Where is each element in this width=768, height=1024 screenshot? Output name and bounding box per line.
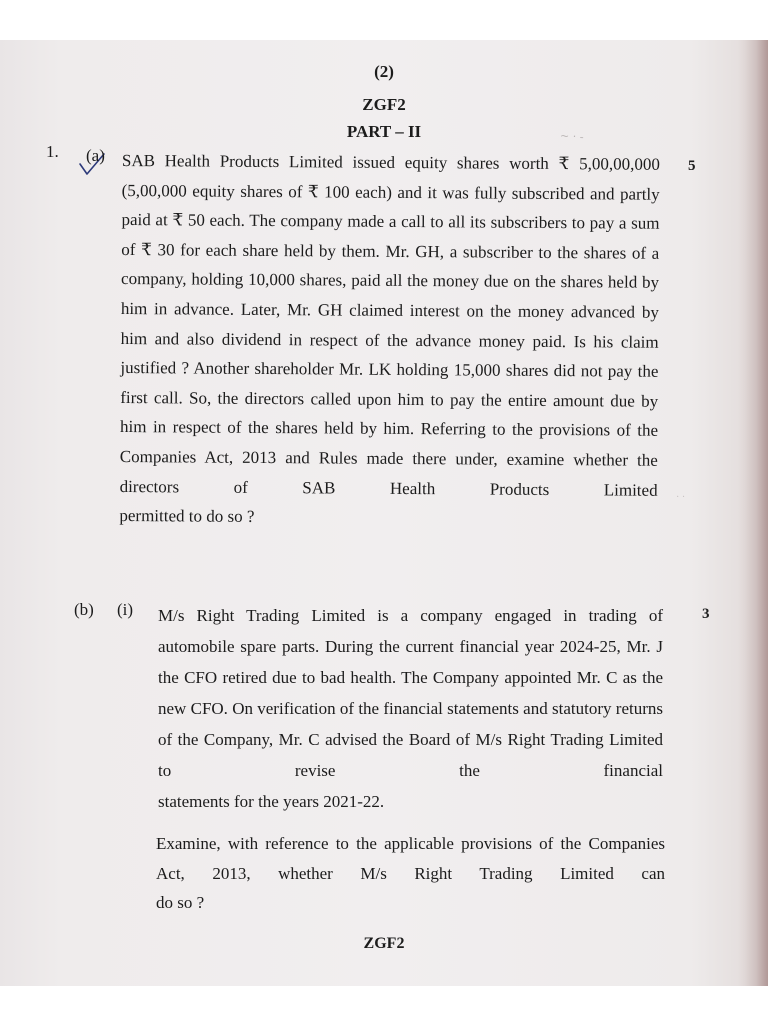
part-b-line: the Board of M/s Right Trading Limited to revise the financial bbox=[158, 730, 663, 780]
paper-edge-shadow bbox=[738, 40, 768, 986]
part-a-line: shares, paid all the money due on the shares held by him in advance. bbox=[120, 270, 660, 319]
part-b-line: automobile spare parts. During the current financial year bbox=[158, 637, 554, 656]
part-b-sub-label: (i) bbox=[117, 600, 134, 619]
part-b-line: M/s Right Trading Limited is a company engaged in trading of bbox=[158, 606, 663, 625]
question-number: 1. bbox=[46, 142, 59, 161]
part-b-line-last: statements for the years 2021-22. bbox=[158, 792, 385, 811]
speck-marks: · · bbox=[676, 492, 686, 503]
part-b-line: statements and statutory returns of the Company, Mr. C advised bbox=[158, 699, 663, 749]
part-b-question-text bbox=[156, 829, 665, 918]
pencil-mark: ~ · - bbox=[559, 129, 585, 144]
top-margin bbox=[0, 0, 768, 40]
part-b-line: appointed Mr. C as the new CFO. On verification of the financial bbox=[158, 668, 663, 718]
part-a-line: ₹ 5,00,00,000 (5,00,000 equity shares of ₹ 100 each) and it was fully bbox=[121, 154, 660, 203]
part-b-label: (b) bbox=[74, 600, 94, 619]
part-a-marks: 5 bbox=[688, 158, 696, 174]
part-a-line: the provisions of the Companies Act, 2013 and Rules made there bbox=[119, 420, 659, 469]
part-b-question-line-last: do so ? bbox=[156, 893, 205, 912]
part-a-line-last: permitted to do so ? bbox=[119, 506, 255, 527]
paper-code-footer: ZGF2 bbox=[363, 935, 405, 952]
part-b-question-line: Examine, with reference to the applicable provisions of the bbox=[156, 834, 582, 853]
part-b-text bbox=[158, 600, 663, 817]
part-a-line: amount due by him in respect of the shares held by him. Referring to bbox=[119, 390, 659, 440]
part-title: PART – II bbox=[346, 122, 422, 141]
paper-code-header: ZGF2 bbox=[362, 95, 406, 114]
part-b-question-line: Companies Act, 2013, whether M/s Right Trading Limited can bbox=[156, 834, 666, 883]
part-a-line: all its subscribers to pay a sum of ₹ 30 for each share held by them. bbox=[121, 212, 660, 261]
page-number: (2) bbox=[374, 62, 394, 81]
part-a-text bbox=[119, 146, 660, 534]
part-a-line: under, examine whether the directors of SAB Health Products Limited bbox=[119, 449, 658, 500]
part-a-line: Mr. GH, a subscriber to the shares of a company, holding 10,000 bbox=[121, 241, 660, 290]
part-a-line: also dividend in respect of the advance money paid. Is his claim bbox=[186, 329, 659, 352]
part-a-label: (a) bbox=[86, 146, 105, 165]
bottom-margin bbox=[0, 986, 768, 1024]
part-b-line: 2024-25, Mr. J the CFO retired due to bad health. The Company bbox=[158, 637, 664, 687]
part-a-line: pay the first call. So, the directors called upon him to pay the entire bbox=[120, 361, 659, 410]
part-a-line: Later, Mr. GH claimed interest on the money advanced by him and bbox=[120, 299, 659, 348]
part-a-line: SAB Health Products Limited issued equity shares worth bbox=[121, 150, 549, 173]
part-b-marks: 3 bbox=[702, 606, 710, 622]
part-a-line: subscribed and partly paid at ₹ 50 each. The company made a call to bbox=[121, 183, 660, 232]
part-a-line: justified ? Another shareholder Mr. LK holding 15,000 shares did not bbox=[120, 358, 603, 381]
